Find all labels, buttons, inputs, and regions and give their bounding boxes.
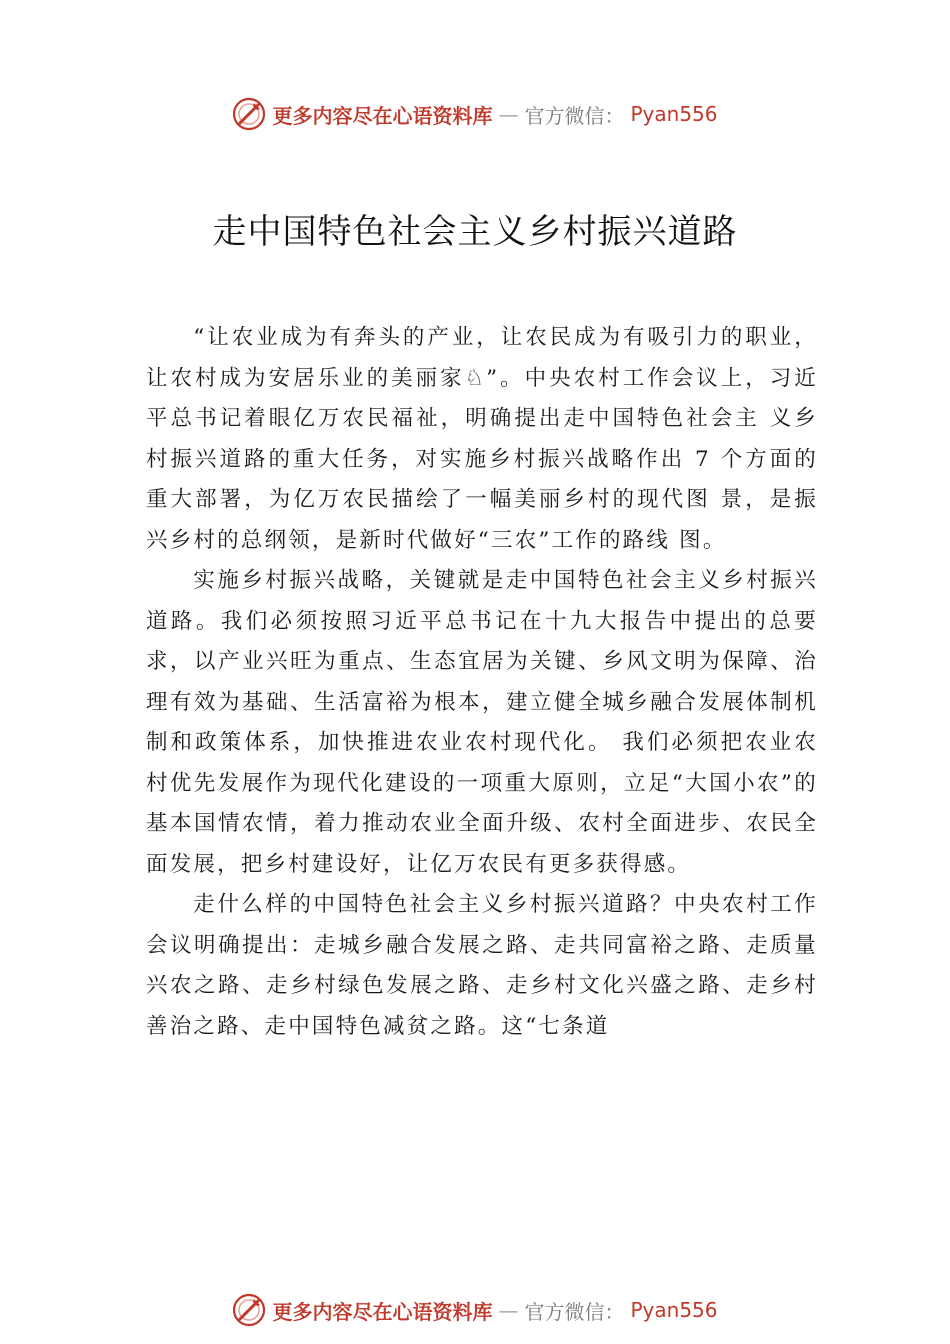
watermark-dash: — xyxy=(498,102,519,126)
header-watermark xyxy=(0,92,950,136)
document-title: 走中国特色社会主义乡村振兴道路 xyxy=(212,212,738,252)
watermark-wechat-id: Pyan556 xyxy=(630,102,718,126)
watermark-wechat-id: Pyan556 xyxy=(630,1298,718,1322)
paragraph-2: 实施乡村振兴战略，关键就是走中国特色社会主义乡村振兴道路。我们必须按照习近平总书记在十九大报告中提出的总要求，以产业兴旺为重点、生态宜居为关键、乡风文明为保障、治理有效为基础、生活富裕为根本，建立健全城乡融合发展体制机制和政策体系，加快推进农业农村现代化。 我们必须把农业农村优先发展作为现代化建设的一项重大原则，立足“大国小农”的基本国情农情，着力推动农业全面升级、农村全面进步、农民全面发展，把乡村建设好，让亿万农民有更多获得感。 xyxy=(146,568,818,877)
brand-logo-icon xyxy=(232,1293,266,1327)
paragraph-3: 走什么样的中国特色社会主义乡村振兴道路？中央农村工作会议明确提出：走城乡融合发展之路、走共同富裕之路、走质量兴农之路、走乡村绿色发展之路、走乡村文化兴盛之路、走乡村善治之路、走中国特色减贫之路。这“七条道 xyxy=(146,892,818,1039)
paragraph-1: “让农业成为有奔头的产业，让农民成为有吸引力的职业，让农村成为安居乐业的美丽家♘”。中央农村工作会议上，习近平总书记着眼亿万农民福祉，明确提出走中国特色社会主 义乡村振兴道路的重大任务，对实施乡村振兴战略作出 7 个方面的重大部署，为亿万农民描绘了一幅美丽乡村的现代图 景，是振兴乡村的总纲领，是新时代做好“三农”工作的路线 图。 xyxy=(146,325,818,553)
watermark-brand-text: 更多内容尽在心语资料库 xyxy=(272,1299,493,1324)
watermark-brand-text: 更多内容尽在心语资料库 xyxy=(272,103,493,128)
watermark-dash: — xyxy=(498,1298,519,1322)
brand-logo-icon xyxy=(232,97,266,131)
watermark-wechat-label: 官方微信： xyxy=(524,103,625,128)
watermark-wechat-label: 官方微信： xyxy=(524,1299,625,1324)
document-body xyxy=(146,318,818,1047)
footer-watermark xyxy=(0,1288,950,1332)
